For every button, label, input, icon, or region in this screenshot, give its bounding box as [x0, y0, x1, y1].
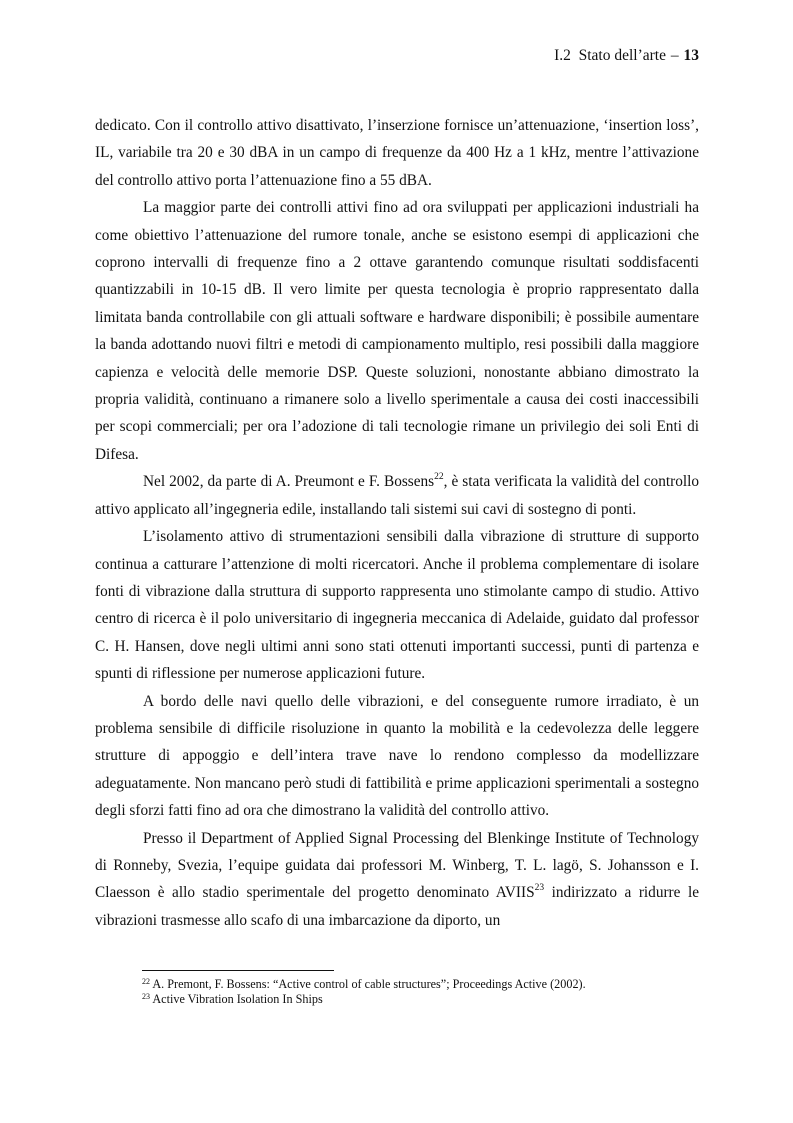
section-title: Stato dell’arte: [578, 47, 666, 64]
footnote-22: [142, 977, 702, 992]
paragraph-5: A bordo delle navi quello delle vibrazioni, e del conseguente rumore irradiato, è un problema sensibile di difficile risoluzione in quanto la mobilità e la cedevolezza delle leggere strutture di appoggio e dell’intera trave nave lo rendono complesso da modellizzare adeguatamente. Non mancano però studi di fattibilità e prime applicazioni sperimentali a sostegno degli sforzi fatti fino ad ora che dimostrano la validità del controllo attivo.: [95, 692, 699, 820]
page-number: 13: [683, 47, 699, 64]
footnote-23: [142, 992, 702, 1007]
running-header: [554, 46, 699, 66]
paragraph-6-text-a: Presso il Department of Applied Signal Processing del Blenkinge Institute of Technology di Ronneby, Svezia, l’equipe guidata dai professori M. Winberg, T. L. lagö, S. Johansson e I. Claesson è allo stadio sperimentale del progetto denominato AVIIS: [95, 829, 699, 902]
paragraph-6: [95, 825, 699, 935]
body-text: [95, 112, 699, 934]
paragraph-2: La maggior parte dei controlli attivi fino ad ora sviluppati per applicazioni industriali ha come obiettivo l’attenuazione del rumore tonale, anche se esistono esempi di applicazioni che coprono intervalli di frequenze fino a 2 ottave garantendo comunque risultati soddisfacenti quantizzabili in 10-15 dB. Il vero limite per questa tecnologia è proprio rappresentato dalla limitata banda controllabile con gli attuali software e hardware disponibili; è possibile aumentare la banda adottando nuovi filtri e metodi di campionamento multiplo, resi possibili dalla maggiore capienza e velocità delle memorie DSP. Queste soluzioni, nonostante abbiano dimostrato la propria validità, continuano a rimanere solo a livello sperimentale a causa dei costi inaccessibili per scopi commerciali; per ora l’adozione di tali tecnologie rimane un privilegio dei soli Enti di Difesa.: [95, 199, 699, 463]
footnote-number: 23: [142, 991, 150, 1001]
paragraph-3-text-a: Nel 2002, da parte di A. Preumont e F. Bossens: [143, 473, 435, 491]
section-number: I.2: [554, 47, 571, 64]
paragraph-1: dedicato. Con il controllo attivo disattivato, l’inserzione fornisce un’attenuazione, ‘insertion loss’, IL, variabile tra 20 e 30 dBA in un campo di frequenze da 400 Hz a 1 kHz, mentre l’attivazione del controllo attivo porta l’attenuazione fino a 55 dBA.: [95, 117, 699, 189]
footnote-ref-23[interactable]: 23: [534, 883, 545, 894]
footnote-text: Active Vibration Isolation In Ships: [150, 991, 323, 1006]
header-separator: –: [670, 47, 679, 64]
paragraph-4: L’isolamento attivo di strumentazioni sensibili dalla vibrazione di strutture di supporto continua a catturare l’attenzione di molti ricercatori. Anche il problema complementare di isolare fonti di vibrazione dalla struttura di supporto rappresenta uno stimolante campo di studio. Attivo centro di ricerca è il polo universitario di ingegneria meccanica di Adelaide, guidato dal professor C. H. Hansen, dove negli ultimi anni sono stati ottenuti importanti successi, punti di partenza e spunti di riflessione per numerose applicazioni future.: [95, 528, 699, 683]
paragraph-3-text-b: , è stata verificata la validità del controllo attivo applicato all’ingegneria edile, installando tali sistemi sui cavi di sostegno di ponti.: [95, 473, 699, 518]
paragraph-6-text-b: indirizzato a ridurre le vibrazioni trasmesse allo scafo di una imbarcazione da diporto, un: [95, 884, 699, 929]
footnote-number: 22: [142, 977, 150, 986]
paragraph-3: [95, 468, 699, 523]
footnotes: [142, 977, 702, 1006]
footnote-separator: [142, 970, 334, 971]
footnote-ref-22[interactable]: 22: [434, 472, 444, 483]
footnote-text: A. Premont, F. Bossens: “Active control of cable structures”; Proceedings Active (2002).: [150, 977, 586, 991]
